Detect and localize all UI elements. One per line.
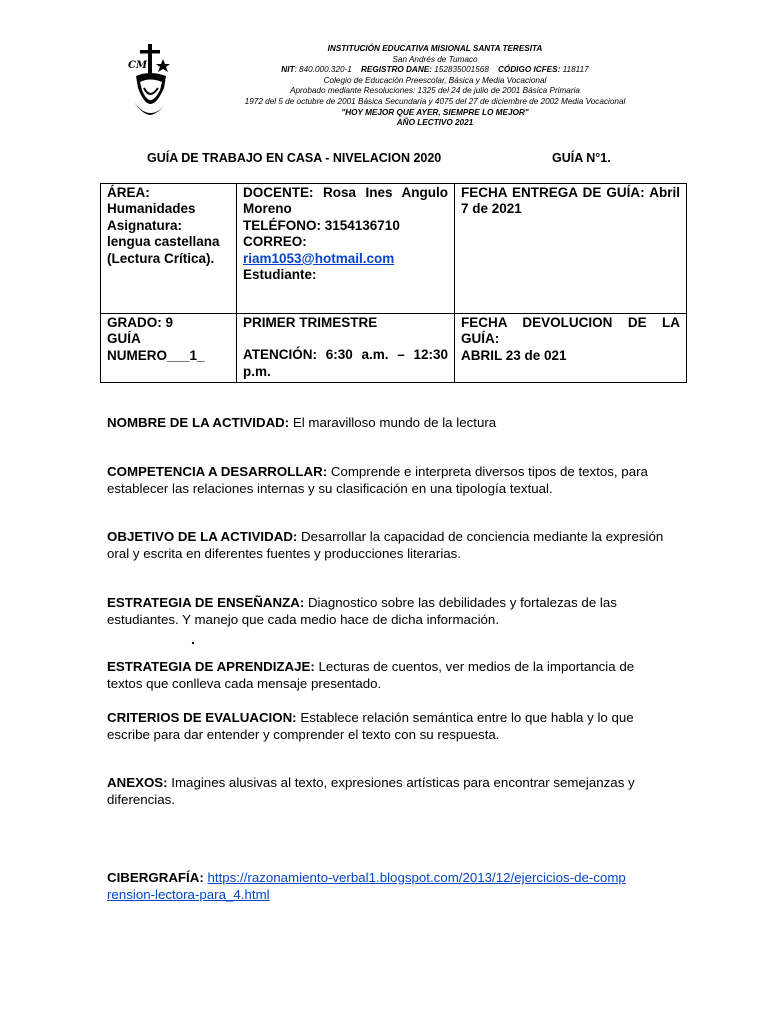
competence-text: Comprende e interpreta diversos tipos de textos, para establecer las relaciones internas y su clasificación en una tipología textual.	[107, 464, 648, 496]
guide-number-field: NUMERO___1_	[107, 347, 205, 363]
delivery-date-cell: FECHA ENTREGA DE GUÍA: Abril 7 de 2021	[455, 184, 687, 314]
school-year: AÑO LECTIVO 2021	[396, 118, 474, 128]
competence-label: COMPETENCIA A DESARROLLAR:	[107, 464, 328, 479]
college-line: Colegio de Educación Preescolar, Básica y Media Vocacional	[323, 75, 547, 85]
email-label: CORREO:	[243, 234, 307, 250]
nit-value: : 840.000.320-1	[294, 65, 352, 75]
evaluation-criteria-section	[107, 710, 667, 743]
guide-info-table	[100, 183, 687, 383]
grade-label: GRADO: 9	[107, 315, 174, 330]
objective-label: OBJETIVO DE LA ACTIVIDAD:	[107, 529, 298, 544]
teaching-strategy-label: ESTRATEGIA DE ENSEÑANZA:	[107, 595, 305, 610]
approval-line-2: 1972 del 5 de octubre de 2001 Básica Secundaria y 4075 del 27 de diciembre de 2002 Media Vocacional	[244, 96, 626, 106]
student-label: Estudiante:	[243, 267, 317, 283]
activity-name-section	[107, 415, 667, 432]
webography-section	[107, 870, 627, 903]
motto: "HOY MEJOR QUE AYER, SIEMPRE LO MEJOR"	[341, 107, 529, 117]
annexes-section	[107, 775, 667, 808]
teaching-strategy-text: Diagnostico sobre las debilidades y fortalezas de las estudiantes. Y manejo que cada medio hace de dicha información.	[107, 595, 617, 627]
learning-strategy-section	[107, 659, 667, 692]
teacher-name: DOCENTE: Rosa Ines Angulo Moreno	[243, 185, 448, 217]
subject-value: lengua castellana	[107, 234, 220, 250]
nit-label: NIT	[281, 65, 295, 75]
bullet-dot: .	[191, 631, 195, 647]
institution-location: San Andrés de Tumaco	[392, 54, 478, 64]
term-cell	[237, 314, 455, 383]
teacher-cell	[237, 184, 455, 314]
return-date-value: ABRIL 23 de 021	[461, 347, 567, 363]
webography-link[interactable]: https://razonamiento-verbal1.blogspot.com/2013/12/ejercicios-de-comprension-lectora-para_4.html	[107, 870, 626, 902]
subject-label: Asignatura:	[107, 217, 183, 233]
objective-section	[107, 529, 667, 562]
institution-name: INSTITUCIÓN EDUCATIVA MISIONAL SANTA TERESITA	[327, 44, 543, 53]
institution-header	[150, 44, 720, 129]
evaluation-criteria-text: Establece relación semántica entre lo que habla y lo que escribe para dar entender y comprender el texto con su respuesta.	[107, 710, 634, 742]
grade-cell	[101, 314, 237, 383]
icfes-value: 118117	[560, 65, 589, 75]
competence-section	[107, 464, 667, 497]
approval-line: Aprobado mediante Resoluciones: 1325 del 24 de julio de 2001 Básica Primaria	[290, 86, 580, 96]
subject-detail: (Lectura Crítica).	[107, 250, 215, 266]
dane-value: 152835001568	[431, 65, 489, 75]
objective-text: Desarrollar la capacidad de conciencia mediante la expresión oral y escrita en diferentes fuentes y producciones literarias.	[107, 529, 664, 561]
teaching-strategy-section	[107, 595, 667, 628]
return-date-cell	[455, 314, 687, 383]
return-date-label: FECHA DEVOLUCION DE LA GUÍA:	[461, 315, 680, 347]
learning-strategy-label: ESTRATEGIA DE APRENDIZAJE:	[107, 659, 315, 674]
table-row	[101, 184, 687, 314]
attention-hours: ATENCIÓN: 6:30 a.m. – 12:30 p.m.	[243, 347, 448, 379]
evaluation-criteria-label: CRITERIOS DE EVALUACION:	[107, 710, 297, 725]
activity-name-text: El maravilloso mundo de la lectura	[289, 415, 497, 430]
guide-label: GUÍA	[107, 331, 141, 347]
dane-label: REGISTRO DANE:	[360, 65, 432, 75]
area-value: Humanidades	[107, 201, 196, 217]
teacher-phone: TELÉFONO: 3154136710	[243, 217, 400, 233]
guide-number: GUÍA N°1.	[552, 151, 611, 165]
activity-name-label: NOMBRE DE LA ACTIVIDAD:	[107, 415, 290, 430]
annexes-label: ANEXOS:	[107, 775, 168, 790]
term-label: PRIMER TRIMESTRE	[243, 315, 378, 330]
email-link[interactable]: riam1053@hotmail.com	[243, 250, 395, 266]
logo-letters: CM	[128, 60, 148, 71]
annexes-text: Imagines alusivas al texto, expresiones artísticas para encontrar semejanzas y diferencias.	[107, 775, 635, 807]
table-row	[101, 314, 687, 383]
area-label: ÁREA:	[107, 185, 150, 200]
webography-label: CIBERGRAFÍA:	[107, 870, 204, 885]
learning-strategy-text: Lecturas de cuentos, ver medios de la importancia de textos que conlleva cada mensaje presentado.	[107, 659, 635, 691]
institution-codes	[150, 65, 720, 76]
icfes-label: CÓDIGO ICFES:	[497, 65, 561, 75]
guide-title: GUÍA DE TRABAJO EN CASA - NIVELACION 2020	[147, 151, 442, 165]
area-cell	[101, 184, 237, 314]
